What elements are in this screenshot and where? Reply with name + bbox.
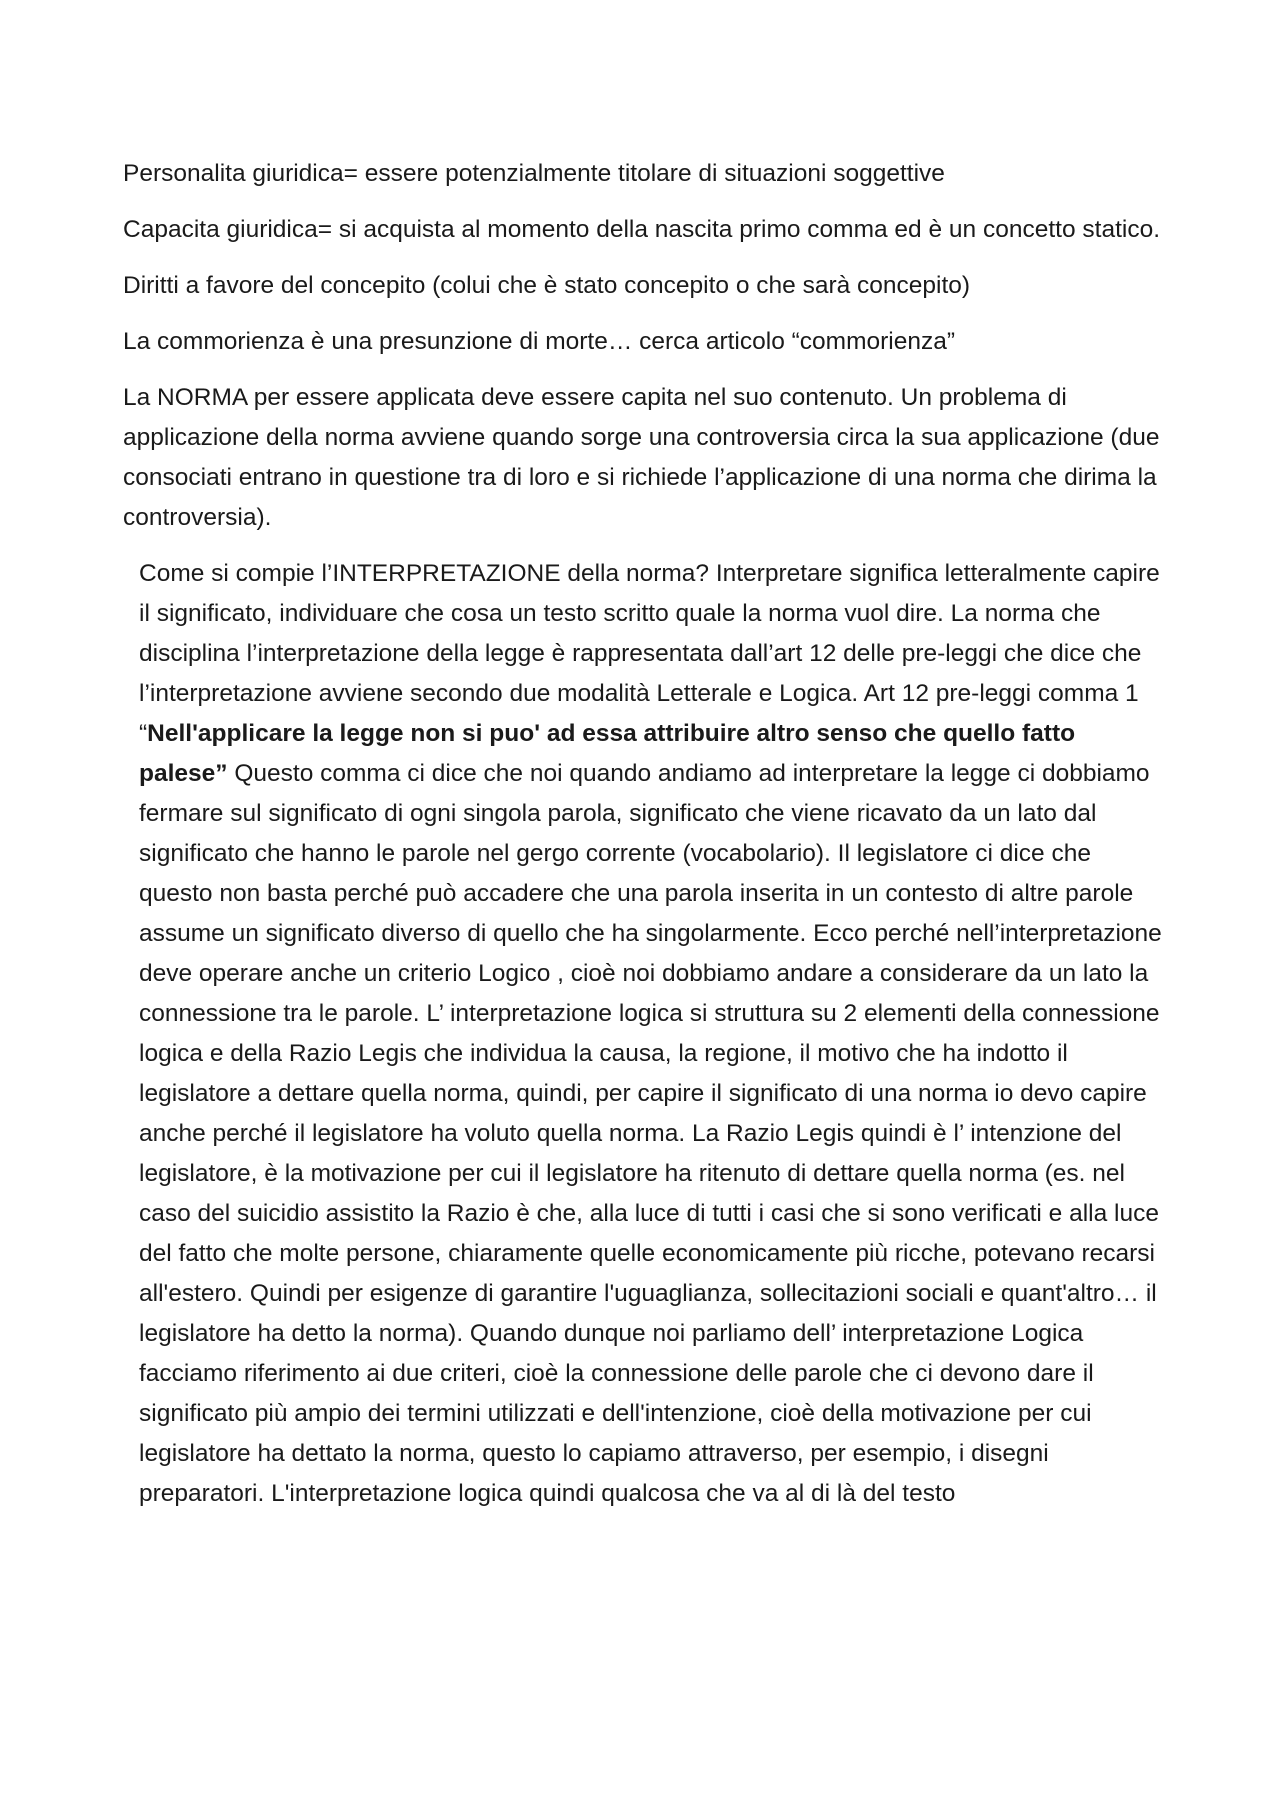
interpretazione-text-part1: Come si compie l’INTERPRETAZIONE della norma? Interpretare significa letteralmente capire il significato, individuare che cosa un testo scritto quale la norma vuol dire. La norma che disciplina l’interpretazione della legge è rappresentata dall’art 12 delle pre-leggi che dice che l’interpretazione avviene secondo due modalità Letterale e Logica. Art 12 pre-leggi comma 1 “ [139, 560, 1160, 747]
paragraph-commorienza: La commorienza è una presunzione di morte… cerca articolo “commorienza” [123, 328, 955, 355]
paragraph-interpretazione [123, 554, 1168, 1514]
paragraph-norma: La NORMA per essere applicata deve essere capita nel suo contenuto. Un problema di applicazione della norma avviene quando sorge una controversia circa la sua applicazione (due consociati entrano in questione tra di loro e si richiede l’applicazione di una norma che dirima la controversia). [123, 384, 1160, 531]
paragraph-personalita-giuridica: Personalita giuridica= essere potenzialmente titolare di situazioni soggettive [123, 160, 945, 187]
paragraph-diritti-concepito: Diritti a favore del concepito (colui che è stato concepito o che sarà concepito) [123, 272, 971, 299]
paragraph-capacita-giuridica: Capacita giuridica= si acquista al momento della nascita primo comma ed è un concetto statico. [123, 216, 1161, 243]
document-body [123, 154, 1168, 1530]
interpretazione-bold-quote: Nell'applicare la legge non si puo' ad essa attribuire altro senso che quello fatto palese” [139, 720, 1076, 787]
interpretazione-text-part2: Questo comma ci dice che noi quando andiamo ad interpretare la legge ci dobbiamo fermare sul significato di ogni singola parola, significato che viene ricavato da un lato dal significato che hanno le parole nel gergo corrente (vocabolario). Il legislatore ci dice che questo non basta perché può accadere che una parola inserita in un contesto di altre parole assume un significato diverso di quello che ha singolarmente. Ecco perché nell’interpretazione deve operare anche un criterio Logico , cioè noi dobbiamo andare a considerare da un lato la connessione tra le parole. L’ interpretazione logica si struttura su 2 elementi della connessione logica e della Razio Legis che individua la causa, la regione, il motivo che ha indotto il legislatore a dettare quella norma, quindi, per capire il significato di una norma io devo capire anche perché il legislatore ha voluto quella norma. La Razio Legis quindi è l’ intenzione del legislatore, è la motivazione per cui il legislatore ha ritenuto di dettare quella norma (es. nel caso del suicidio assistito la Razio è che, alla luce di tutti i casi che si sono verificati e alla luce del fatto che molte persone, chiaramente quelle economicamente più ricche, potevano recarsi all'estero. Quindi per esigenze di garantire l'uguaglianza, sollecitazioni sociali e quant'altro… il legislatore ha detto la norma). Quando dunque noi parliamo dell’ interpretazione Logica facciamo riferimento ai due criteri, cioè la connessione delle parole che ci devono dare il significato più ampio dei termini utilizzati e dell'intenzione, cioè della motivazione per cui legislatore ha dettato la norma, questo lo capiamo attraverso, per esempio, i disegni preparatori. L'interpretazione logica quindi qualcosa che va al di là del testo [139, 760, 1162, 1507]
